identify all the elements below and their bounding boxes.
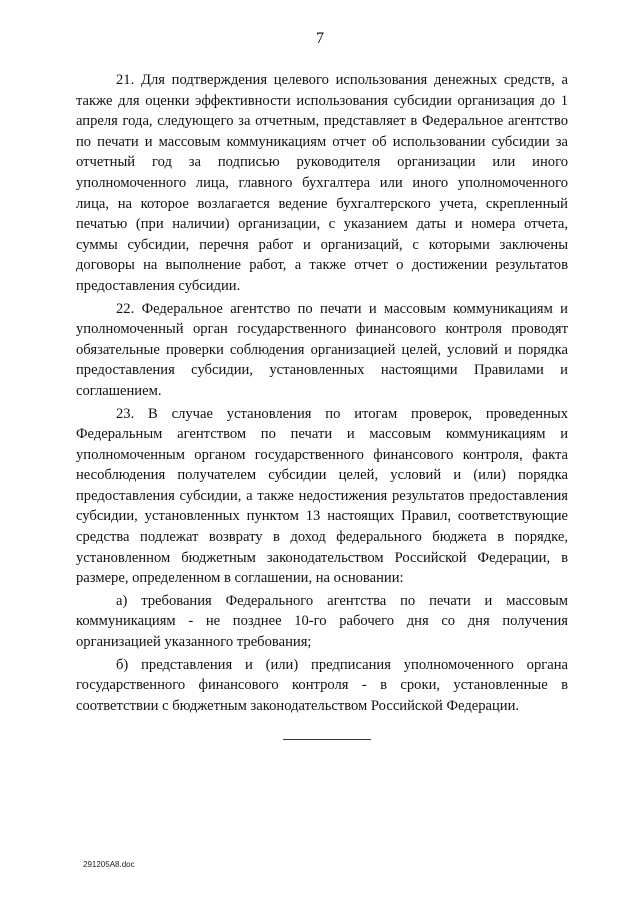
closing-rule — [283, 739, 371, 740]
document-body — [76, 70, 568, 718]
page-number: 7 — [316, 30, 324, 47]
paragraph-23: 23. В случае установления по итогам проверок, проведенных Федеральным агентством по печати и массовым коммуникациям и уполномоченным органом государственного финансового контроля, факта несоблюдения получателем субсидии целей, условий и (или) порядка предоставления субсидии, а также недостижения результатов предоставления субсидии, установленных пунктом 13 настоящих Правил, соответствующие средства подлежат возврату в доход федерального бюджета в порядке, установленном бюджетным законодательством Российской Федерации, в размере, определенном в соглашении, на основании: — [76, 405, 568, 587]
subitem-b: б) представления и (или) предписания уполномоченного органа государственного финансового контроля - в сроки, установленные в соответствии с бюджетным законодательством Российской Федерации. — [76, 656, 568, 714]
paragraph-22: 22. Федеральное агентство по печати и массовым коммуникациям и уполномоченный орган государственного финансового контроля проводят обязательные проверки соблюдения организацией целей, условий и порядка предоставления субсидии, установленных настоящими Правилами и соглашением. — [76, 300, 568, 399]
paragraph-21: 21. Для подтверждения целевого использования денежных средств, а также для оценки эффективности использования субсидии организация до 1 апреля года, следующего за отчетным, представляет в Федеральное агентство по печати и массовым коммуникациям отчет об использовании субсидии за отчетный год за подписью руководителя организации или иного уполномоченного лица, главного бухгалтера или иного уполномоченного лица, на которое возлагается ведение бухгалтерского учета, скрепленный печатью (при наличии) организации, с указанием даты и номера отчета, суммы субсидии, перечня работ и организаций, с которыми заключены договоры на выполнение работ, а также отчет о достижении результатов предоставления субсидии. — [76, 72, 568, 294]
subitem-a: а) требования Федерального агентства по печати и массовым коммуникациям - не позднее 10-го рабочего дня со дня получения организацией указанного требования; — [76, 592, 568, 651]
footer-doc-code: 291205A8.doc — [83, 860, 135, 869]
